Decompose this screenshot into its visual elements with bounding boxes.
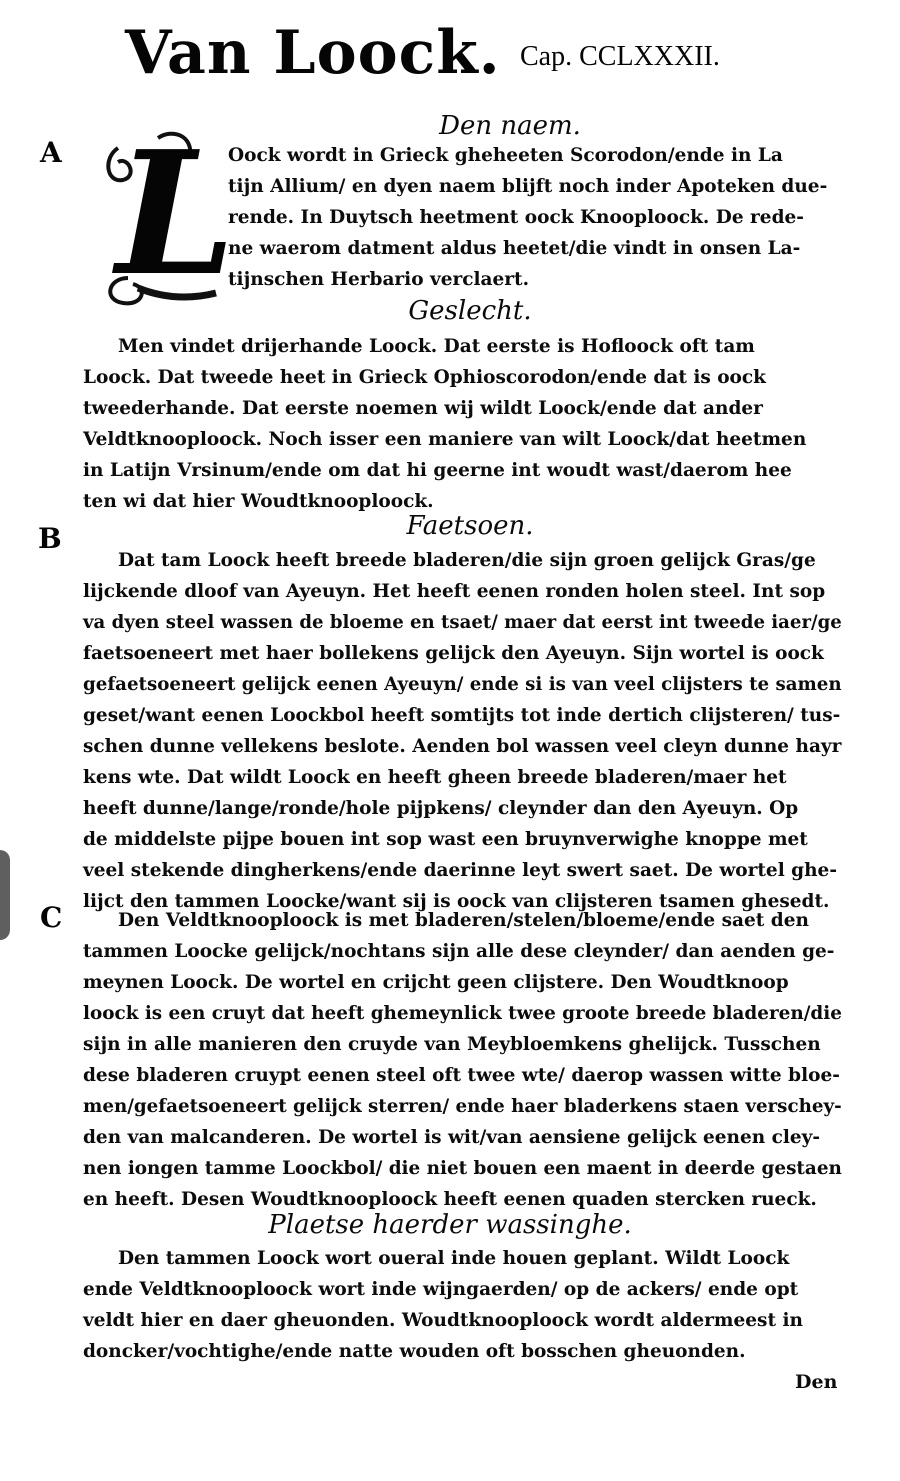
text-line: tijn Allium/ en dyen naem blijft noch inder Apoteken due- — [228, 176, 828, 197]
text-line: den van malcanderen. De wortel is wit/van aensiene gelijck eenen cley- — [83, 1127, 821, 1148]
page-edge-shadow — [0, 850, 10, 940]
heading-naem: Den naem. — [439, 111, 581, 141]
text-line: Den tammen Loock wort oueral inde houen geplant. Wildt Loock — [118, 1248, 790, 1269]
text-line: veldt hier en daer gheuonden. Woudtknooploock wordt aldermeest in — [83, 1310, 803, 1331]
text-line: Oock wordt in Grieck gheheeten Scorodon/ende in La — [228, 145, 783, 166]
heading-faetsoen: Faetsoen. — [406, 511, 534, 541]
text-line: sijn in alle manieren den cruyde van Meybloemkens ghelijck. Tusschen — [83, 1034, 821, 1055]
text-line: ne waerom datment aldus heetet/die vindt in onsen La- — [228, 238, 801, 259]
text-line: lijct den tammen Loocke/want sij is oock van clijsteren tsamen ghesedt. — [83, 891, 830, 912]
text-line: de middelste pijpe bouen int sop wast een bruynverwighe knoppe met — [83, 829, 808, 850]
text-line: tijnschen Herbario verclaert. — [228, 269, 530, 290]
text-line: lijckende dloof van Ayeuyn. Het heeft eenen ronden holen steel. Int sop — [83, 581, 826, 602]
text-line: geset/want eenen Loockbol heeft somtijts tot inde dertich clijsteren/ tus- — [83, 705, 841, 726]
heading-geslecht: Geslecht. — [408, 296, 532, 326]
text-line: doncker/vochtighe/ende natte wouden oft bosschen gheuonden. — [83, 1341, 746, 1362]
text-line: Men vindet drijerhande Loock. Dat eerste is Hofloock oft tam — [118, 336, 755, 357]
text-line: gefaetsoeneert gelijck eenen Ayeuyn/ ende si is van veel clijsters te samen — [83, 674, 842, 695]
margin-letter-a: A — [40, 136, 62, 169]
text-line: ende Veldtknooploock wort inde wijngaerden/ op de ackers/ ende opt — [83, 1279, 799, 1300]
text-line: heeft dunne/lange/ronde/hole pijpkens/ cleynder dan den Ayeuyn. Op — [83, 798, 799, 819]
margin-letter-c: C — [40, 901, 63, 934]
text-line: faetsoeneert met haer bollekens gelijck den Ayeuyn. Sijn wortel is oock — [83, 643, 824, 664]
running-title: Van Loock. — [125, 18, 501, 88]
text-line: schen dunne vellekens beslote. Aenden bol wassen veel cleyn dunne hayr — [83, 736, 842, 757]
text-line: Veldtknooploock. Noch isser een maniere van wilt Loock/dat heetmen — [83, 429, 807, 450]
text-line: en heeft. Desen Woudtknooploock heeft eenen quaden stercken rueck. — [83, 1189, 817, 1210]
text-line: Loock. Dat tweede heet in Grieck Ophioscorodon/ende dat is oock — [83, 367, 766, 388]
text-line: men/gefaetsoeneert gelijck sterren/ ende haer bladerkens staen verschey- — [83, 1096, 842, 1117]
catchword: Den — [795, 1371, 838, 1393]
text-line: loock is een cruyt dat heeft ghemeynlick twee groote breede bladeren/die — [83, 1003, 842, 1024]
drop-cap-letter: L — [116, 114, 236, 314]
text-line: tammen Loocke gelijck/nochtans sijn alle dese cleynder/ dan aenden ge- — [83, 941, 835, 962]
text-line: Den Veldtknooploock is met bladeren/stelen/bloeme/ende saet den — [118, 910, 809, 931]
text-line: nen iongen tamme Loockbol/ die niet bouen een maent in deerde gestaen — [83, 1158, 842, 1179]
heading-plaetse: Plaetse haerder wassinghe. — [268, 1210, 632, 1240]
text-line: in Latijn Vrsinum/ende om dat hi geerne int woudt wast/daerom hee — [83, 460, 792, 481]
text-line: rende. In Duytsch heetment oock Knooploock. De rede- — [228, 207, 804, 228]
chapter-number: Cap. CCLXXXII. — [520, 41, 720, 72]
text-line: Dat tam Loock heeft breede bladeren/die sijn groen gelijck Gras/ge — [118, 550, 816, 571]
text-line: ten wi dat hier Woudtknooploock. — [83, 491, 434, 512]
text-line: tweederhande. Dat eerste noemen wij wildt Loock/ende dat ander — [83, 398, 763, 419]
text-line: meynen Loock. De wortel en crijcht geen clijstere. Den Woudtknoop — [83, 972, 789, 993]
text-line: dese bladeren cruypt eenen steel oft twee wte/ daerop wassen witte bloe- — [83, 1065, 840, 1086]
text-line: va dyen steel wassen de bloeme en tsaet/ maer dat eerst int tweede iaer/ge — [83, 612, 842, 633]
margin-letter-b: B — [38, 522, 62, 555]
text-line: kens wte. Dat wildt Loock en heeft gheen breede bladeren/maer het — [83, 767, 787, 788]
drop-cap-ornament — [98, 114, 236, 314]
text-line: veel stekende dingherkens/ende daerinne leyt swert saet. De wortel ghe- — [83, 860, 838, 881]
